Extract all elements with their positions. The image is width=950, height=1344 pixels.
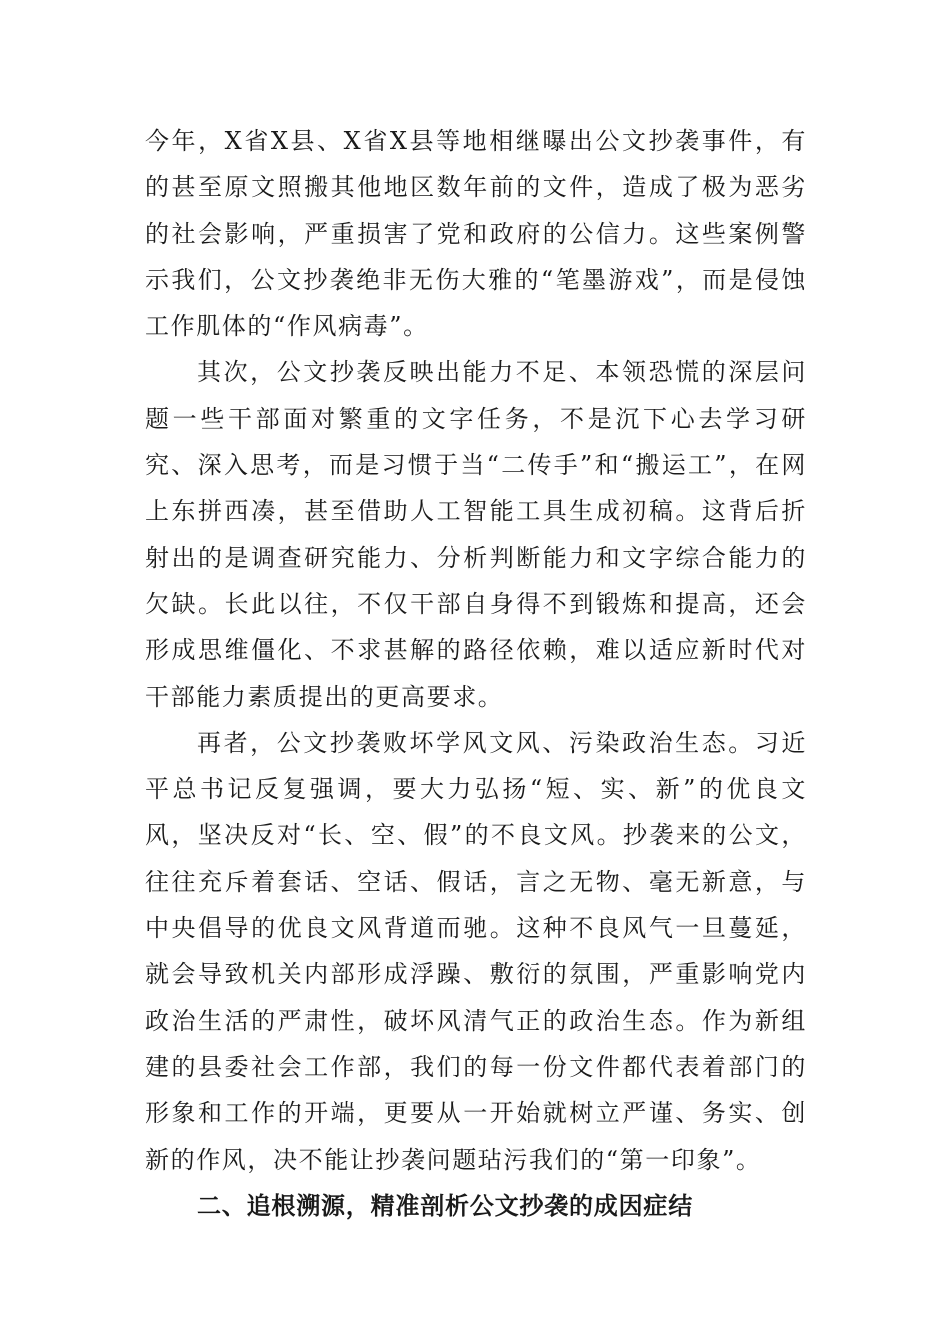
document-body xyxy=(145,118,807,1229)
paragraph-writing-style: 再者，公文抄袭败坏学风文风、污染政治生态。习近平总书记反复强调，要大力弘扬“短、实、新”的优良文风，坚决反对“长、空、假”的不良文风。抄袭来的公文，往往充斥着套话、空话、假话，言之无物、毫无新意，与中央倡导的优良文风背道而驰。这种不良风气一旦蔓延，就会导致机关内部形成浮躁、敷衍的氛围，严重影响党内政治生活的严肃性，破坏风清气正的政治生态。作为新组建的县委社会工作部，我们的每一份文件都代表着部门的形象和工作的开端，更要从一开始就树立严谨、务实、创新的作风，决不能让抄袭问题玷污我们的“第一印象”。 xyxy=(145,728,807,1174)
paragraph-ability-shortfall: 其次，公文抄袭反映出能力不足、本领恐慌的深层问题一些干部面对繁重的文字任务，不是沉下心去学习研究、深入思考，而是习惯于当“二传手”和“搬运工”，在网上东拼西凑，甚至借助人工智能工具生成初稿。这背后折射出的是调查研究能力、分析判断能力和文字综合能力的欠缺。长此以往，不仅干部自身得不到锻炼和提高，还会形成思维僵化、不求甚解的路径依赖，难以适应新时代对干部能力素质提出的更高要求。 xyxy=(145,358,807,711)
paragraph-intro-cases: 今年，X省X县、X省X县等地相继曝出公文抄袭事件，有的甚至原文照搬其他地区数年前的文件，造成了极为恶劣的社会影响，严重损害了党和政府的公信力。这些案例警示我们，公文抄袭绝非无伤大雅的“笔墨游戏”，而是侵蚀工作肌体的“作风病毒”。 xyxy=(145,127,807,341)
section-heading: 二、追根溯源，精准剖析公文抄袭的成因症结 xyxy=(197,1191,693,1220)
